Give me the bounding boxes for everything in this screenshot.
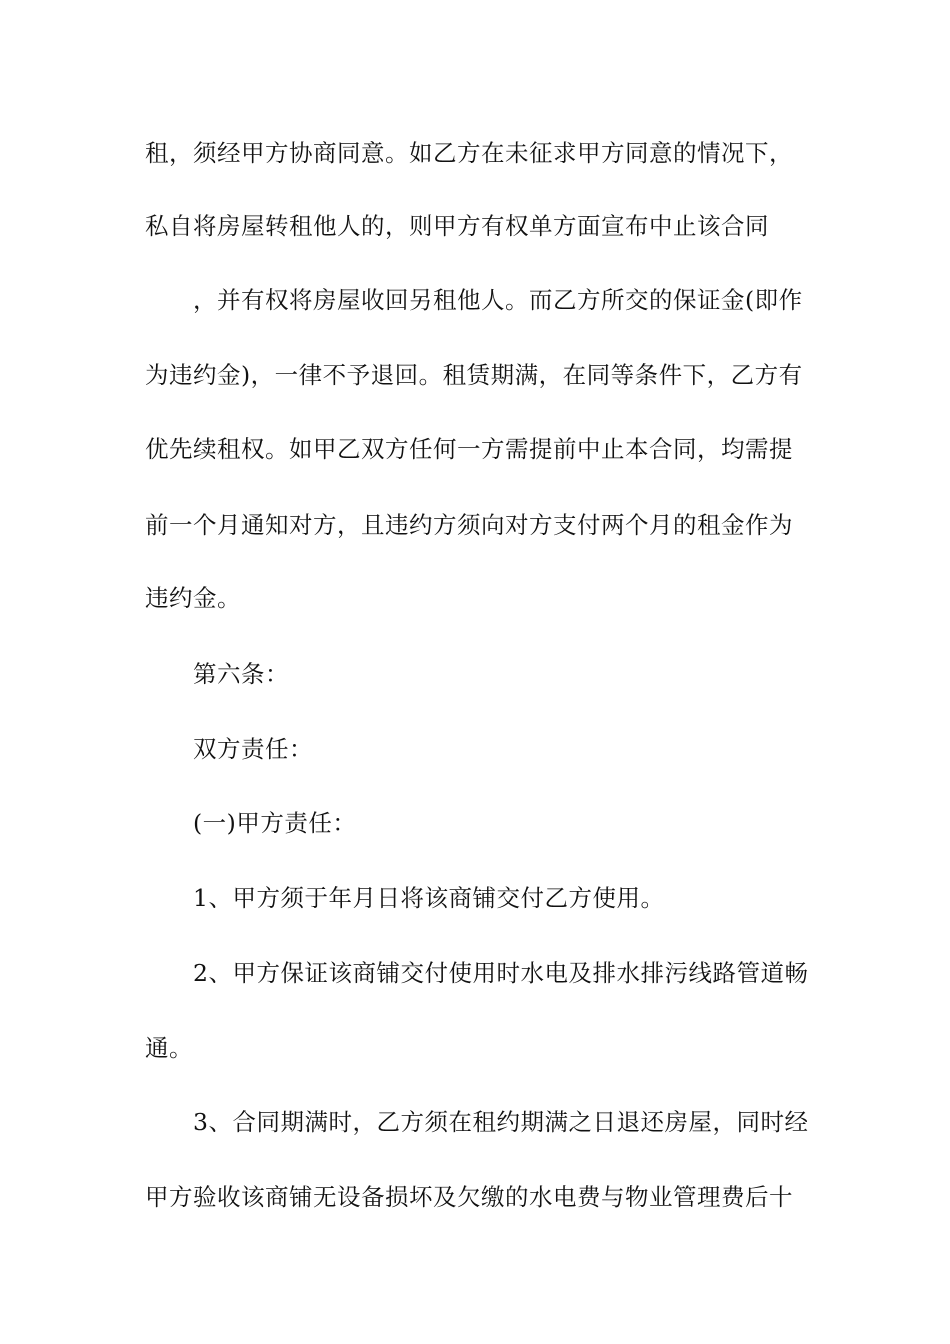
body-text-line: 违约金。 (145, 584, 241, 612)
body-text-line: 通。 (145, 1034, 193, 1062)
section-heading: 双方责任： (193, 735, 313, 763)
clause-item: 3、合同期满时，乙方须在租约期满之日退还房屋，同时经 (193, 1108, 809, 1136)
article-heading: 第六条： (193, 660, 289, 688)
body-text-line: ，并有权将房屋收回另租他人。而乙方所交的保证金(即作 (193, 286, 803, 314)
subsection-heading: (一)甲方责任： (193, 809, 357, 837)
body-text-line: 甲方验收该商铺无设备损坏及欠缴的水电费与物业管理费后十 (145, 1183, 793, 1211)
clause-item: 1、甲方须于年月日将该商铺交付乙方使用。 (193, 884, 665, 912)
body-text-line: 优先续租权。如甲乙双方任何一方需提前中止本合同，均需提 (145, 435, 793, 463)
body-text-line: 租，须经甲方协商同意。如乙方在未征求甲方同意的情况下， (145, 139, 793, 167)
body-text-line: 私自将房屋转租他人的，则甲方有权单方面宣布中止该合同 (145, 212, 769, 240)
body-text-line: 前一个月通知对方，且违约方须向对方支付两个月的租金作为 (145, 511, 793, 539)
body-text-line: 为违约金)，一律不予退回。租赁期满，在同等条件下，乙方有 (145, 361, 803, 389)
clause-item: 2、甲方保证该商铺交付使用时水电及排水排污线路管道畅 (193, 959, 809, 987)
